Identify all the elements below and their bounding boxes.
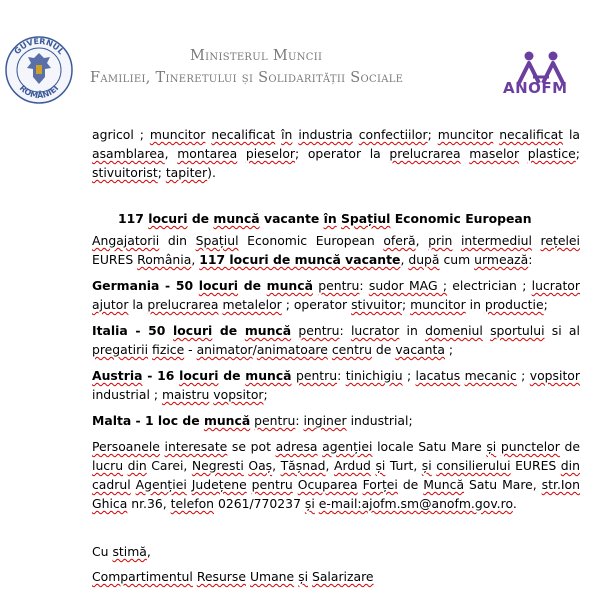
intro-seg: confectiilor <box>358 127 428 142</box>
closing-stima: stimă <box>112 544 147 559</box>
contact-seg: telefon <box>170 496 214 511</box>
word-retelei: rețelei <box>540 233 580 248</box>
contact-seg: 0261/770237 <box>214 496 305 511</box>
germania-prelucrarea: prelucrarea <box>147 297 219 312</box>
austria-locuri: locuri <box>179 368 219 383</box>
contact-seg: și <box>375 458 386 473</box>
contact-seg: din <box>127 458 147 473</box>
italia-t6: - <box>184 342 197 357</box>
germania-munca: muncă <box>266 278 313 293</box>
word-eures: EURES <box>92 252 138 267</box>
malta-t1: : <box>295 413 304 428</box>
germania-t7: ; <box>401 297 411 312</box>
sep-6: : <box>528 252 533 267</box>
germania-t4: la <box>128 297 148 312</box>
word-economic: Economic European <box>238 233 384 248</box>
country-germania <box>92 276 580 314</box>
contact-seg: . <box>512 496 517 511</box>
intro-seg: necalificat <box>211 127 276 142</box>
contact-seg: și <box>304 496 315 511</box>
closing <box>92 542 374 562</box>
intro-seg: necalificat <box>499 127 564 142</box>
malta-munca: muncă <box>203 413 251 428</box>
word-intermediul: intermediul <box>460 233 532 248</box>
germania-pentru: pentru <box>318 278 360 293</box>
germania-t8: in <box>465 297 485 312</box>
italia-t7: / <box>252 342 257 357</box>
austria-de: de <box>218 368 246 383</box>
austria-lacatus: lacatus <box>415 368 461 383</box>
germania-t9: ; <box>543 297 548 312</box>
germania-metalelor: metalelor <box>222 297 282 312</box>
contact-seg: interesate <box>164 439 228 454</box>
germania-t2: electrician ; <box>447 278 532 293</box>
intro-seg: muncitor <box>437 127 494 142</box>
italia-t2: in <box>399 323 426 338</box>
department-name <box>92 567 374 587</box>
word-ofera: oferă <box>383 233 416 248</box>
contact-seg: de <box>559 439 580 454</box>
heading-munca: muncă <box>213 211 260 226</box>
contact-seg: și <box>421 458 432 473</box>
ministry-line-2: Familiei, Tineretului și Solidarității Sociale <box>90 70 404 86</box>
country-austria <box>92 366 580 404</box>
intro-seg: la <box>563 127 580 142</box>
contact-seg: Tășnad <box>280 458 326 473</box>
austria-lead: - 16 <box>142 368 180 383</box>
contact-seg: locale Satu Mare <box>372 439 487 454</box>
contact-seg: , <box>325 458 334 473</box>
austria-munca: muncă <box>245 368 292 383</box>
heading-rest: Economic European <box>390 211 532 226</box>
contact-seg: de <box>397 477 424 492</box>
section-heading <box>92 209 580 228</box>
intro-seg: agricol ; <box>92 127 150 142</box>
signoff <box>92 542 374 587</box>
austria-t4: ; <box>516 368 530 383</box>
contact-seg: Ocuparea <box>297 477 358 492</box>
intro-seg: ; <box>575 146 580 161</box>
contact-seg: Negresti <box>191 458 244 473</box>
contact-seg: consilierului <box>436 458 511 473</box>
word-din: din <box>159 233 196 248</box>
germania-lead: Germania - 50 <box>92 278 199 293</box>
intro-seg: stivuitorist <box>92 165 158 180</box>
intro-seg <box>519 146 528 161</box>
intro-seg <box>461 146 470 161</box>
contact-seg: Muncă <box>423 477 465 492</box>
contact-seg: Satu Mare, <box>464 477 542 492</box>
intro-seg: , <box>164 146 178 161</box>
heading-vacante: vacante <box>259 211 324 226</box>
intro-seg: maselor <box>469 146 520 161</box>
intro-seg: ; <box>427 127 438 142</box>
austria-vopsitor: vopsitor <box>529 368 580 383</box>
heading-de: de <box>187 211 214 226</box>
contact-seg: și <box>486 439 497 454</box>
dept-c: Resurse <box>196 569 246 584</box>
heading-locuri: locuri <box>148 211 188 226</box>
intro-seg: plastice <box>527 146 576 161</box>
country-italia <box>92 321 580 359</box>
government-seal-icon <box>4 35 74 105</box>
italia-sportului: sportului <box>490 323 545 338</box>
italia-t10: ; <box>444 342 454 357</box>
malta-inginer: inginer <box>303 413 347 428</box>
intro-seg: prelucrarea <box>389 146 461 161</box>
germania-ajutor: ajutor <box>92 297 129 312</box>
malta-pentru: pentru <box>254 413 296 428</box>
italia-t4: si al <box>544 323 580 338</box>
sep-3 <box>532 233 541 248</box>
italia-animatoare: animatoare <box>256 342 328 357</box>
closing-comma: , <box>146 544 151 559</box>
germania-stivuitor: stivuitor <box>351 297 402 312</box>
italia-domeniul: domeniul <box>425 323 483 338</box>
contact-seg: nr.36, <box>127 496 171 511</box>
vacancies-count: 117 locuri de muncă vacante <box>199 252 401 267</box>
word-cum: cum <box>439 252 475 267</box>
sep-2 <box>452 233 461 248</box>
sep-4: , <box>191 252 200 267</box>
country-malta <box>92 411 580 430</box>
austria-t2: ; <box>402 368 416 383</box>
contact-seg: adresa <box>275 439 318 454</box>
dept-a: Compartimentul <box>92 569 193 584</box>
intro-seg: pieselor <box>245 146 296 161</box>
germania-productie: productie <box>484 297 544 312</box>
intro-seg: ). <box>207 165 216 180</box>
contact-seg: EURES <box>510 458 561 473</box>
italia-t3 <box>483 323 490 338</box>
contact-seg: str.Ion <box>541 477 580 492</box>
italia-lucrator: lucrator <box>350 323 400 338</box>
intro-seg <box>237 146 246 161</box>
word-angajatorii: Angajatorii <box>92 233 160 248</box>
word-romania: România <box>137 252 192 267</box>
contact-seg: Forței <box>362 477 398 492</box>
italia-fizice: fizice <box>152 342 185 357</box>
svg-text:GUVERNUL: GUVERNUL <box>12 36 66 57</box>
austria-mecanic: mecanic <box>464 368 517 383</box>
word-spatiul: Spațiul <box>195 233 239 248</box>
intro-seg: ; <box>157 165 166 180</box>
italia-pregatirii: pregatirii <box>92 342 149 357</box>
contact-seg: Ghica <box>92 496 128 511</box>
closing-cu: Cu <box>92 544 113 559</box>
dept-g: și <box>298 569 309 584</box>
anofm-wordmark: ANOFM <box>503 79 568 97</box>
contact-seg: Județene <box>191 477 247 492</box>
ministry-line-1: Ministerul Muncii <box>190 48 323 64</box>
intro-continuation <box>92 125 580 182</box>
austria-t1: : <box>337 368 346 383</box>
germania-locuri: locuri <box>198 278 239 293</box>
contact-seg: punctelor <box>500 439 560 454</box>
italia-animator: animator <box>196 342 253 357</box>
austria-t5: industrial ; <box>92 387 162 402</box>
intro-seg: tapiter <box>165 165 208 180</box>
contact-seg: din <box>560 458 580 473</box>
contact-seg: lucru <box>92 458 124 473</box>
italia-lead: Italia - 50 <box>92 323 174 338</box>
contact-seg: Turt, <box>385 458 422 473</box>
word-urmeaza: urmează <box>474 252 529 267</box>
germania-lucrator: lucrator <box>531 278 580 293</box>
intro-seg: ; operator la <box>295 146 390 161</box>
sep-1: , <box>415 233 429 248</box>
austria-vopsitor-2: vopsitor <box>213 387 264 402</box>
letterhead <box>0 0 600 110</box>
contact-seg: se pot <box>227 439 276 454</box>
italia-vacanta: vacanta <box>395 342 445 357</box>
intro-seg: muncitor <box>149 127 206 142</box>
germania-muncitor: muncitor <box>410 297 466 312</box>
italia-de: de <box>212 323 245 338</box>
eures-intro <box>92 231 580 269</box>
dept-e: Umane <box>249 569 295 584</box>
heading-count: 117 <box>118 211 144 226</box>
sep-5: , <box>400 252 409 267</box>
contact-seg: Oaș <box>248 458 273 473</box>
intro-seg: montarea <box>177 146 238 161</box>
contact-seg: e-mail:ajofm.sm@anofm.gov.ro <box>318 496 513 511</box>
svg-text:ROMÂNIEI: ROMÂNIEI <box>17 83 61 101</box>
contact-seg: Agenției <box>135 477 187 492</box>
germania-t6: ; operator <box>281 297 352 312</box>
germania-t1: : <box>359 278 369 293</box>
intro-seg: asamblarea <box>92 146 165 161</box>
austria-t7: ; <box>263 387 268 402</box>
word-prin: prin <box>428 233 453 248</box>
italia-pentru: pentru <box>298 323 340 338</box>
intro-seg: industria <box>298 127 353 142</box>
contact-seg: Ardud <box>333 458 371 473</box>
heading-spatiul: Spațiul <box>341 211 391 226</box>
italia-locuri: locuri <box>173 323 213 338</box>
contact-seg: , <box>272 458 281 473</box>
dept-i: Salarizare <box>311 569 374 584</box>
austria-tinichigiu: tinichigiu <box>345 368 403 383</box>
italia-munca: muncă <box>244 323 292 338</box>
intro-seg: în <box>281 127 293 142</box>
austria-maistru: maistru <box>161 387 210 402</box>
austria-pentru: pentru <box>295 368 338 383</box>
italia-t9: de <box>371 342 396 357</box>
contact-seg: Carei, <box>146 458 192 473</box>
contact-seg: cadrul <box>92 477 131 492</box>
malta-lead: Malta - 1 loc de <box>92 413 204 428</box>
austria-name: Austria <box>92 368 143 383</box>
malta-t2: industrial; <box>346 413 413 428</box>
germania-de: de <box>238 278 267 293</box>
contact-seg: agenției <box>322 439 373 454</box>
contact-seg: Persoanele <box>92 439 160 454</box>
italia-centru: centru <box>331 342 372 357</box>
word-dupa: după <box>408 252 440 267</box>
germania-sudor: sudor MAG ; <box>368 278 448 293</box>
contact-paragraph <box>92 437 580 513</box>
italia-t1: : <box>339 323 351 338</box>
contact-seg: pentru <box>251 477 293 492</box>
heading-in: în <box>323 211 337 226</box>
letter-body <box>92 125 580 513</box>
